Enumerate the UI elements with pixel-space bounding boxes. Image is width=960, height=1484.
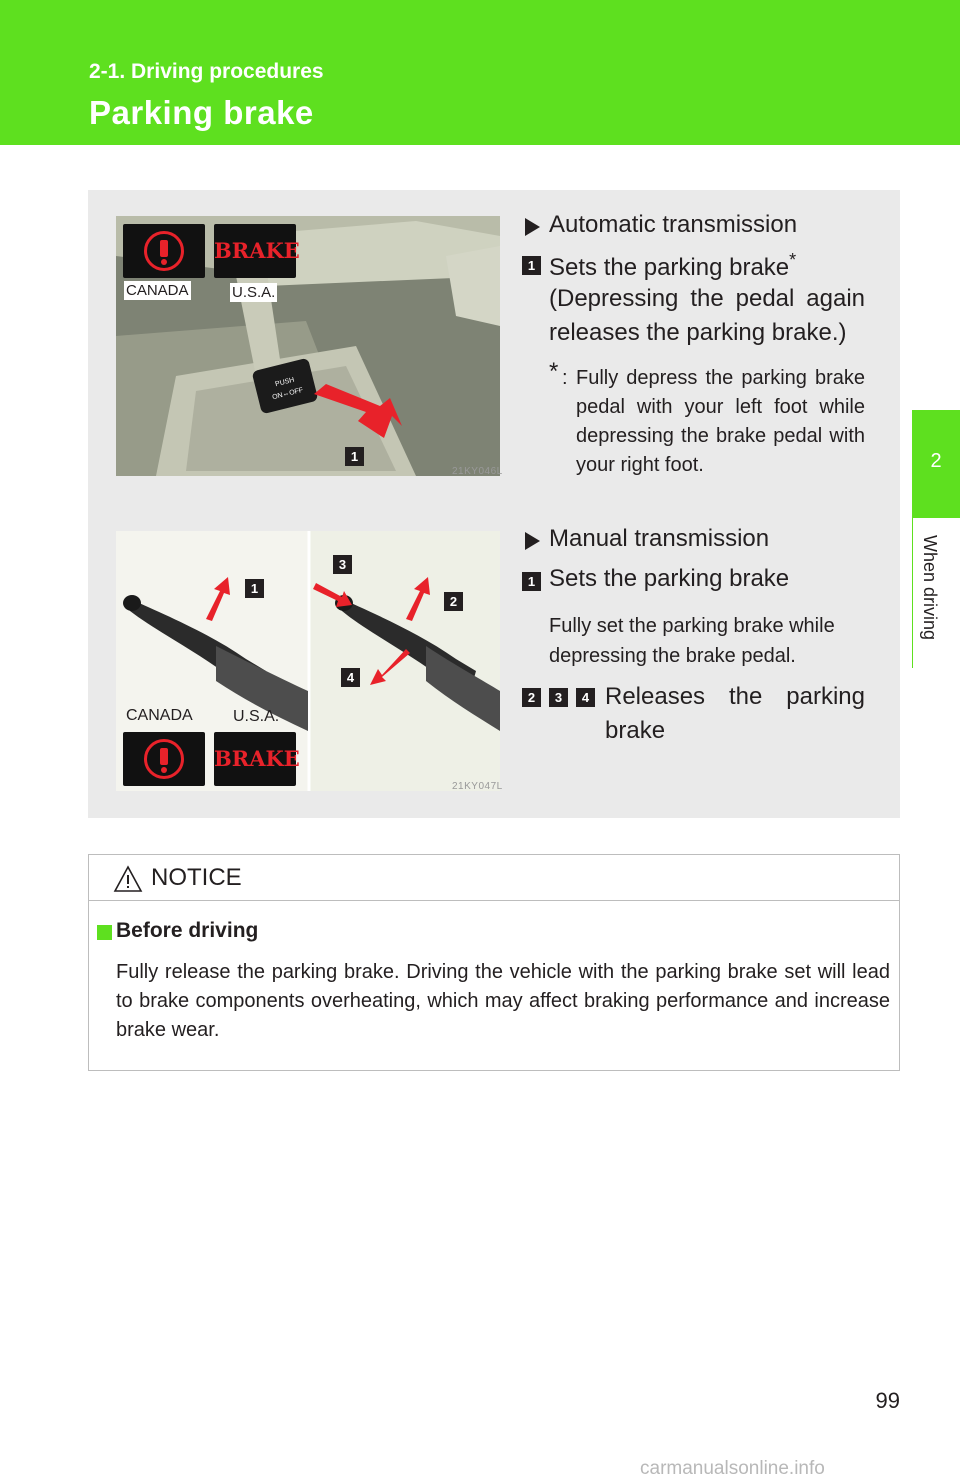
usa-brake-warning-lamp — [214, 732, 300, 786]
brake-lamp-text: BRAKE — [214, 238, 300, 263]
step-number: 4 — [576, 688, 595, 707]
canada-brake-warning-lamp — [123, 224, 205, 278]
figure-callout-4: 4 — [341, 668, 360, 687]
section-arrow-icon — [525, 218, 540, 236]
chapter-tab[interactable] — [912, 410, 960, 518]
figure-code: 21KY047L — [452, 781, 503, 792]
chapter-number: 2 — [930, 450, 942, 472]
svg-text:ON⇔OFF: ON⇔OFF — [271, 386, 304, 402]
usa-brake-warning-lamp — [214, 224, 300, 278]
notice-header — [89, 855, 899, 901]
notice-subheading: Before driving — [116, 919, 259, 942]
automatic-step-label: Sets the parking brake — [549, 254, 790, 281]
automatic-step-detail: (Depressing the pedal again releases the parking brake.) — [549, 285, 865, 346]
section-label: 2-1. Driving procedures — [89, 60, 324, 83]
section-arrow-icon — [525, 532, 540, 550]
usa-tag: U.S.A. — [233, 708, 280, 725]
figure-callout-3: 3 — [333, 555, 352, 574]
chapter-label — [918, 535, 944, 665]
warning-triangle-icon — [113, 865, 143, 893]
notice-text: Fully release the parking brake. Driving the vehicle with the parking brake set will lead to brake components overheating, which may affect braking performance and increase brake wear. — [116, 961, 890, 1041]
manual-heading: Manual transmission — [549, 525, 770, 552]
footnote-text: Fully depress the parking brake pedal with your left foot while depressing the brake pedal with your right foot. — [576, 367, 865, 476]
bullet-square-icon — [97, 925, 112, 940]
manual-step1-text: Sets the parking brake — [549, 565, 790, 592]
figure-callout-1: 1 — [245, 579, 264, 598]
brake-warning-icon — [144, 739, 184, 779]
svg-text:PUSH: PUSH — [274, 376, 296, 389]
asterisk-mark: * — [789, 250, 797, 270]
manual-step1-detail: Fully set the parking brake while depressing the brake pedal. — [549, 615, 835, 667]
page-header — [0, 0, 960, 145]
automatic-heading: Automatic transmission — [549, 211, 798, 238]
chapter-label-text: When driving — [920, 535, 940, 641]
step-number: 1 — [522, 572, 541, 591]
automatic-step-text — [549, 250, 796, 282]
watermark: carmanualsonline.info — [640, 1458, 825, 1479]
usa-tag: U.S.A. — [232, 284, 276, 301]
canada-tag: CANADA — [126, 707, 193, 724]
notice-box — [88, 854, 900, 1071]
step-number: 3 — [549, 688, 568, 707]
figure-code: 21KY046L — [452, 466, 503, 477]
footnote-mark: * — [549, 358, 559, 385]
figure-callout-1: 1 — [345, 447, 364, 466]
page-number: 99 — [875, 1388, 900, 1413]
step-number: 1 — [522, 256, 541, 275]
page-title: Parking brake — [89, 94, 314, 131]
canada-tag: CANADA — [126, 282, 189, 299]
chapter-divider — [912, 518, 913, 668]
brake-lamp-text: BRAKE — [214, 746, 300, 771]
canada-brake-warning-lamp — [123, 732, 205, 786]
notice-title: NOTICE — [151, 864, 242, 891]
brake-warning-icon — [144, 231, 184, 271]
figure-callout-2: 2 — [444, 592, 463, 611]
step-number: 2 — [522, 688, 541, 707]
manual-step2-text: Releases the parking brake — [605, 683, 865, 744]
footnote-colon: : — [562, 367, 568, 389]
